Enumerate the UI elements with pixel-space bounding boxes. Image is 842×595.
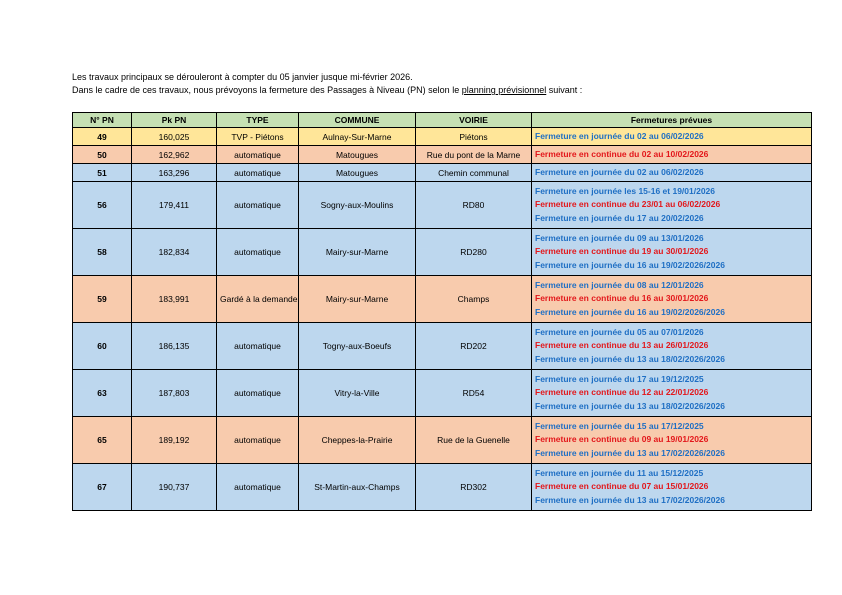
cell-fermetures bbox=[532, 164, 812, 182]
cell-type: automatique bbox=[217, 323, 299, 370]
cell-pk: 189,192 bbox=[132, 417, 217, 464]
table-row bbox=[73, 276, 812, 323]
closure-continuous: Fermeture en continue du 16 au 30/01/2026 bbox=[535, 293, 709, 304]
cell-commune: Matougues bbox=[299, 164, 416, 182]
cell-type: automatique bbox=[217, 229, 299, 276]
cell-pk: 187,803 bbox=[132, 370, 217, 417]
intro-line-1: Les travaux principaux se dérouleront à compter du 05 janvier jusque mi-février 2026. bbox=[72, 72, 413, 82]
cell-fermetures bbox=[532, 464, 812, 511]
cell-type: automatique bbox=[217, 370, 299, 417]
table-row bbox=[73, 146, 812, 164]
closure-daytime: Fermeture en journée du 09 au 13/01/2026 bbox=[535, 232, 704, 243]
cell-voirie: RD54 bbox=[416, 370, 532, 417]
cell-pn: 60 bbox=[73, 323, 132, 370]
closure-daytime: Fermeture en journée du 02 au 06/02/2026 bbox=[535, 166, 704, 177]
cell-voirie: RD202 bbox=[416, 323, 532, 370]
cell-type: TVP - Piétons bbox=[217, 128, 299, 146]
cell-pn: 49 bbox=[73, 128, 132, 146]
cell-fermetures bbox=[532, 370, 812, 417]
cell-pn: 51 bbox=[73, 164, 132, 182]
closure-daytime: Fermeture en journée du 15 au 17/12/2025 bbox=[535, 420, 704, 431]
table-row bbox=[73, 464, 812, 511]
table-row bbox=[73, 370, 812, 417]
closure-daytime: Fermeture en journée du 08 au 12/01/2026 bbox=[535, 279, 704, 290]
table-row bbox=[73, 417, 812, 464]
intro-text bbox=[72, 71, 582, 97]
cell-pn: 63 bbox=[73, 370, 132, 417]
closure-continuous: Fermeture en continue du 12 au 22/01/2026 bbox=[535, 387, 709, 398]
table-row bbox=[73, 323, 812, 370]
intro-line-2-suffix: suivant : bbox=[546, 85, 583, 95]
cell-commune: Sogny-aux-Moulins bbox=[299, 182, 416, 229]
closure-daytime: Fermeture en journée du 13 au 18/02/2026/2026 bbox=[535, 400, 725, 411]
cell-type: automatique bbox=[217, 417, 299, 464]
cell-fermetures bbox=[532, 417, 812, 464]
cell-voirie: RD80 bbox=[416, 182, 532, 229]
table-row bbox=[73, 182, 812, 229]
cell-pn: 58 bbox=[73, 229, 132, 276]
closure-daytime: Fermeture en journée du 17 au 19/12/2025 bbox=[535, 373, 704, 384]
cell-voirie: Piétons bbox=[416, 128, 532, 146]
intro-line-2 bbox=[72, 84, 582, 97]
cell-pn: 50 bbox=[73, 146, 132, 164]
closure-daytime: Fermeture en journée du 17 au 20/02/2026 bbox=[535, 212, 704, 223]
closure-continuous: Fermeture en continue du 23/01 au 06/02/2026 bbox=[535, 199, 721, 210]
cell-voirie: Champs bbox=[416, 276, 532, 323]
cell-fermetures bbox=[532, 182, 812, 229]
cell-pk: 186,135 bbox=[132, 323, 217, 370]
cell-pk: 183,991 bbox=[132, 276, 217, 323]
closure-daytime: Fermeture en journée du 11 au 15/12/2025 bbox=[535, 467, 704, 478]
cell-type: automatique bbox=[217, 164, 299, 182]
cell-commune: Matougues bbox=[299, 146, 416, 164]
cell-pn: 67 bbox=[73, 464, 132, 511]
cell-type: automatique bbox=[217, 182, 299, 229]
header-type: TYPE bbox=[217, 113, 299, 128]
closure-continuous: Fermeture en continue du 07 au 15/01/2026 bbox=[535, 481, 709, 492]
cell-pn: 59 bbox=[73, 276, 132, 323]
closure-daytime: Fermeture en journée du 05 au 07/01/2026 bbox=[535, 326, 704, 337]
cell-fermetures bbox=[532, 323, 812, 370]
cell-voirie: Rue de la Guenelle bbox=[416, 417, 532, 464]
cell-pk: 163,296 bbox=[132, 164, 217, 182]
cell-pk: 160,025 bbox=[132, 128, 217, 146]
cell-voirie: RD280 bbox=[416, 229, 532, 276]
closure-daytime: Fermeture en journée du 13 au 18/02/2026/2026 bbox=[535, 353, 725, 364]
cell-pn: 56 bbox=[73, 182, 132, 229]
cell-pk: 182,834 bbox=[132, 229, 217, 276]
closure-continuous: Fermeture en continue du 09 au 19/01/2026 bbox=[535, 434, 709, 445]
cell-fermetures bbox=[532, 128, 812, 146]
cell-commune: Mairy-sur-Marne bbox=[299, 229, 416, 276]
closure-daytime: Fermeture en journée les 15-16 et 19/01/2026 bbox=[535, 185, 716, 196]
table-header-row bbox=[73, 113, 812, 128]
cell-commune: Cheppes-la-Prairie bbox=[299, 417, 416, 464]
table-body bbox=[73, 128, 812, 511]
cell-voirie: Chemin communal bbox=[416, 164, 532, 182]
header-fermetures: Fermetures prévues bbox=[532, 113, 812, 128]
cell-commune: Vitry-la-Ville bbox=[299, 370, 416, 417]
closure-daytime: Fermeture en journée du 16 au 19/02/2026/2026 bbox=[535, 259, 725, 270]
header-pk: Pk PN bbox=[132, 113, 217, 128]
closure-daytime: Fermeture en journée du 13 au 17/02/2026/2026 bbox=[535, 494, 725, 505]
header-commune: COMMUNE bbox=[299, 113, 416, 128]
cell-type: automatique bbox=[217, 464, 299, 511]
header-voirie: VOIRIE bbox=[416, 113, 532, 128]
cell-type: Gardé à la demande bbox=[217, 276, 299, 323]
planning-link[interactable]: planning prévisionnel bbox=[461, 85, 547, 95]
table-row bbox=[73, 164, 812, 182]
cell-fermetures bbox=[532, 146, 812, 164]
cell-type: automatique bbox=[217, 146, 299, 164]
table-row bbox=[73, 128, 812, 146]
closure-continuous: Fermeture en continue du 13 au 26/01/2026 bbox=[535, 340, 709, 351]
cell-voirie: Rue du pont de la Marne bbox=[416, 146, 532, 164]
cell-pn: 65 bbox=[73, 417, 132, 464]
closure-daytime: Fermeture en journée du 16 au 19/02/2026/2026 bbox=[535, 306, 725, 317]
cell-commune: Aulnay-Sur-Marne bbox=[299, 128, 416, 146]
closure-daytime: Fermeture en journée du 13 au 17/02/2026/2026 bbox=[535, 447, 725, 458]
intro-line-2-prefix: Dans le cadre de ces travaux, nous prévoyons la fermeture des Passages à Niveau (PN) selon le bbox=[72, 85, 462, 95]
closure-continuous: Fermeture en continue du 19 au 30/01/2026 bbox=[535, 246, 709, 257]
cell-commune: Togny-aux-Boeufs bbox=[299, 323, 416, 370]
cell-fermetures bbox=[532, 229, 812, 276]
cell-fermetures bbox=[532, 276, 812, 323]
closure-continuous: Fermeture en continue du 02 au 10/02/2026 bbox=[535, 148, 709, 159]
closure-daytime: Fermeture en journée du 02 au 06/02/2026 bbox=[535, 130, 704, 141]
cell-voirie: RD302 bbox=[416, 464, 532, 511]
cell-pk: 162,962 bbox=[132, 146, 217, 164]
cell-pk: 179,411 bbox=[132, 182, 217, 229]
header-pn: N° PN bbox=[73, 113, 132, 128]
pn-closure-table bbox=[72, 112, 812, 511]
cell-commune: St-Martin-aux-Champs bbox=[299, 464, 416, 511]
cell-commune: Mairy-sur-Marne bbox=[299, 276, 416, 323]
table-row bbox=[73, 229, 812, 276]
cell-pk: 190,737 bbox=[132, 464, 217, 511]
